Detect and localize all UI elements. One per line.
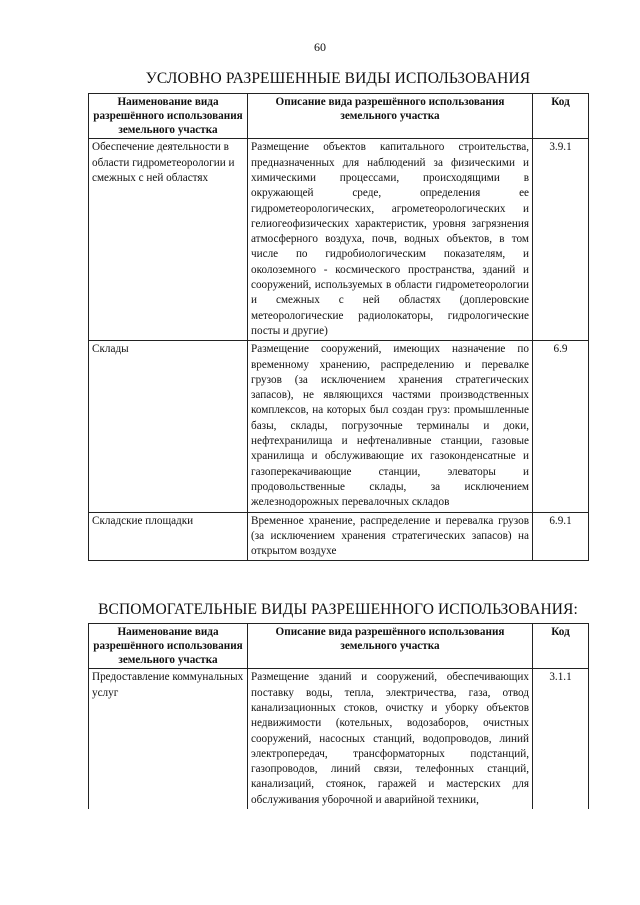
header-name: Наименование вида разрешённого использования земельного участка (89, 624, 248, 669)
table-header-row (89, 94, 589, 139)
row-code: 6.9.1 (533, 512, 589, 561)
row-name: Складские площадки (89, 512, 248, 561)
section-title-conditional: УСЛОВНО РАЗРЕШЕННЫЕ ВИДЫ ИСПОЛЬЗОВАНИЯ (145, 70, 531, 87)
row-name: Предоставление коммунальных услуг (89, 669, 248, 809)
header-name: Наименование вида разрешённого использования земельного участка (89, 94, 248, 139)
conditional-uses-table (88, 93, 589, 561)
table-row (89, 669, 589, 809)
table-row (89, 512, 589, 561)
header-code: Код (533, 624, 589, 669)
header-code: Код (533, 94, 589, 139)
row-code: 3.9.1 (533, 139, 589, 341)
header-description: Описание вида разрешённого использования земельного участка (248, 94, 533, 139)
table-header-row (89, 624, 589, 669)
section-title-auxiliary: ВСПОМОГАТЕЛЬНЫЕ ВИДЫ РАЗРЕШЕННОГО ИСПОЛЬЗОВАНИЯ: (98, 601, 578, 618)
table-row (89, 341, 589, 512)
row-description: Размещение сооружений, имеющих назначение по временному хранению, распределению и перевалке грузов (за исключением хранения стратегических запасов), не являющихся частями производственных комплексов, на которых был создан груз: промышленные базы, склады, погрузочные терминалы и доки, нефтехранилища и нефтеналивные станции, газовые хранилища и обслуживающие их газоконденсатные и газоперекачивающие станции, элеваторы и продовольственные склады, за исключением железнодорожных перевалочных складов (248, 341, 533, 512)
auxiliary-uses-table (88, 623, 589, 809)
row-code: 3.1.1 (533, 669, 589, 809)
table-row (89, 139, 589, 341)
header-description: Описание вида разрешённого использования земельного участка (248, 624, 533, 669)
row-code: 6.9 (533, 341, 589, 512)
row-name: Склады (89, 341, 248, 512)
page-number: 60 (314, 40, 326, 54)
row-description: Временное хранение, распределение и перевалка грузов (за исключением хранения стратегических запасов) на открытом воздухе (248, 512, 533, 561)
row-description: Размещение зданий и сооружений, обеспечивающих поставку воды, тепла, электричества, газа, отвод канализационных стоков, очистку и уборку объектов недвижимости (котельных, водозаборов, очистных сооружений, насосных станций, водопроводов, линий электропередач, трансформаторных подстанций, газопроводов, линий связи, телефонных станций, канализаций, стоянок, гаражей и мастерских для обслуживания уборочной и аварийной техники, (248, 669, 533, 809)
row-description: Размещение объектов капитального строительства, предназначенных для наблюдений за физическими и химическими процессами, происходящими в окружающей среде, определения ее гидрометеорологических, агрометеорологических и гелиогеофизических характеристик, уровня загрязнения атмосферного воздуха, почв, водных объектов, в том числе по гидробиологическим показателям, и околоземного - космического пространства, зданий и сооружений, используемых в области гидрометеорологии и смежных с ней областях (доплеровские метеорологические радиолокаторы, гидрологические посты и другие) (248, 139, 533, 341)
row-name: Обеспечение деятельности в области гидрометеорологии и смежных с ней областях (89, 139, 248, 341)
